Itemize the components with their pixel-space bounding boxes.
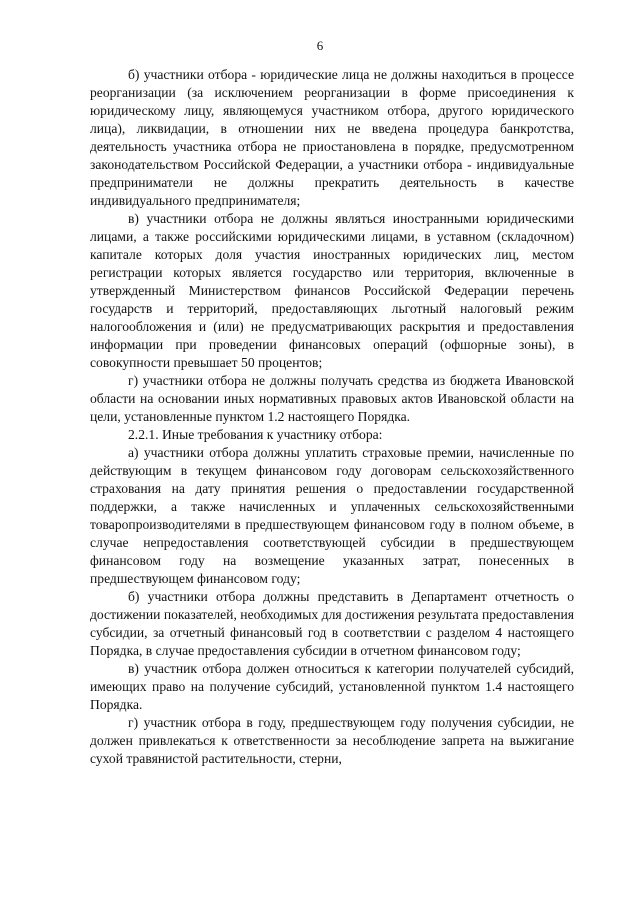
page-number: 6 — [316, 38, 324, 53]
document-body — [90, 66, 574, 768]
paragraph-v-recipient-category: в) участник отбора должен относиться к категории получателей субсидий, имеющих право на получение субсидий, установленной пунктом 1.4 настоящего Порядка. — [90, 661, 574, 712]
section-heading-2-2-1: 2.2.1. Иные требования к участнику отбора: — [128, 427, 383, 442]
paragraph-g-budget-funds: г) участники отбора не должны получать средства из бюджета Ивановской области на основании иных нормативных правовых актов Ивановской области на цели, установленные пунктом 1.2 настоящего Порядка. — [90, 373, 574, 424]
paragraph-g-burning-ban: г) участник отбора в году, предшествующем году получения субсидии, не должен привлекаться к ответственности за несоблюдение запрета на выжигание сухой травянистой растительности, стерни, — [90, 715, 574, 766]
paragraph-b-legal-entities: б) участники отбора - юридические лица не должны находиться в процессе реорганизации (за исключением реорганизации в форме присоединения к юридическому лицу, являющемуся участником отбора, другого юридического лица), ликвидации, в отношении них не введена процедура банкротства, деятельность участника отбора не приостановлена в порядке, предусмотренном законодательством Российской Федерации, а участники отбора - индивидуальные предприниматели не должны прекратить деятельность в качестве индивидуального предпринимателя; — [90, 67, 574, 208]
paragraph-v-foreign-entities: в) участники отбора не должны являться иностранными юридическими лицами, а также российскими юридическими лицами, в уставном (складочном) капитале которых доля участия иностранных юридических лиц, местом регистрации которых является государство или территория, включенные в утвержденный Министерством финансов Российской Федерации перечень государств и территорий, предоставляющих льготный налоговый режим налогообложения и (или) не предусматривающих раскрытия и предоставления информации при проведении финансовых операций (офшорные зоны), в совокупности превышает 50 процентов; — [90, 211, 574, 370]
paragraph-a-insurance-premiums: а) участники отбора должны уплатить страховые премии, начисленные по действующим в текущем финансовом году договорам сельскохозяйственного страхования на дату принятия решения о предоставлении государственной поддержки, а также начисленных и уплаченных сельскохозяйственными товаропроизводителями в предшествующем финансовом году в полном объеме, в случае непредоставления соответствующей субсидии в предшествующем финансовом году на возмещение указанных затрат, понесенных в предшествующем финансовом году; — [90, 445, 574, 586]
paragraph-b-reporting: б) участники отбора должны представить в Департамент отчетность о достижении показателей, необходимых для достижения результата предоставления субсидии, за отчетный финансовый год в соответствии с разделом 4 настоящего Порядка, в случае предоставления субсидии в отчетном финансовом году; — [90, 589, 574, 658]
